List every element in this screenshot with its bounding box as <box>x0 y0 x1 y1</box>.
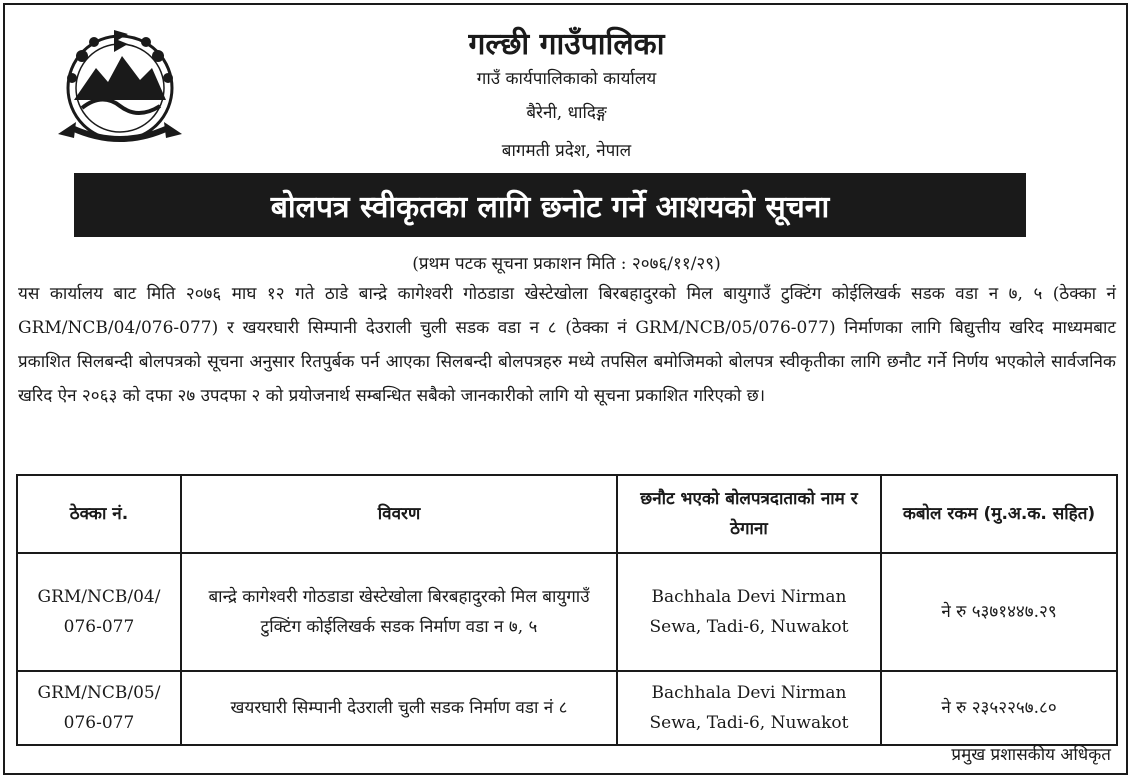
office-name: गाउँ कार्यपालिकाको कार्यालय <box>476 69 657 89</box>
notice-title: बोलपत्र स्वीकृतका लागि छनोट गर्ने आशयको सूचना <box>74 173 1026 237</box>
bid-amount: ने रु २३५२२५७.८० <box>881 671 1117 745</box>
table-row <box>17 553 1117 671</box>
bidder-name: Bachhala Devi Nirman Sewa, Tadi-6, Nuwakot <box>617 553 881 671</box>
column-header: छनौट भएको बोलपत्रदाताको नाम र ठेगाना <box>617 475 881 553</box>
office-address: बैरेनी, धादिङ्ग <box>526 103 607 123</box>
contract-description: खयरघारी सिम्पानी देउराली चुली सडक निर्माण वडा नं ८ <box>181 671 617 745</box>
table-row <box>17 671 1117 745</box>
org-name: गल्छी गाउँपालिका <box>468 27 665 62</box>
publication-date: (प्रथम पटक सूचना प्रकाशन मिति : २०७६/११/२९) <box>412 254 721 274</box>
office-province: बागमती प्रदेश, नेपाल <box>501 141 632 161</box>
selected-bids-table <box>16 474 1118 746</box>
column-header: विवरण <box>181 475 617 553</box>
contract-description: बान्द्रे कागेश्वरी गोठडाडा खेस्टेखोला बिरबहादुरको मिल बायुगाउँ टुक्टिंग कोईलिखर्क सडक निर्माण वडा न ७, ५ <box>181 553 617 671</box>
notice-body: यस कार्यालय बाट मिति २०७६ माघ १२ गते ठाडे बान्द्रे कागेश्वरी गोठडाडा खेस्टेखोला बिरबहादुरको मिल बायुगाउँ टुक्टिंग कोईलिखर्क सडक वडा न ७, ५ (ठेक्का नं GRM/NCB/04/076-077) र खयरघारी सिम्पानी देउराली चुली सडक वडा न ८ (ठेक्का नं GRM/NCB/05/076-077) निर्माणका लागि बिद्युत्तीय खरिद माध्यमबाट प्रकाशित सिलबन्दी बोलपत्रको सूचना अनुसार रितपुर्बक पर्न आएका सिलबन्दी बोलपत्रहरु मध्ये तपसिल बमोजिमको बोलपत्र स्वीकृतीका लागि छनौट गर्ने निर्णय भएकोले सार्वजनिक खरिद ऐन २०६३ को दफा २७ उपदफा २ को प्रयोजनार्थ सम्बन्धित सबैको जानकारीको लागि यो सूचना प्रकाशित गरिएको छ। <box>18 284 1116 406</box>
contract-number: GRM/NCB/05/ 076-077 <box>17 671 181 745</box>
bidder-name: Bachhala Devi Nirman Sewa, Tadi-6, Nuwakot <box>617 671 881 745</box>
table-header-row <box>17 475 1117 553</box>
signatory-title: प्रमुख प्रशासकीय अधिकृत <box>951 745 1111 765</box>
contract-number: GRM/NCB/04/ 076-077 <box>17 553 181 671</box>
column-header: कबोल रकम (मु.अ.क. सहित) <box>881 475 1117 553</box>
bid-amount: ने रु ५३७१४४७.२९ <box>881 553 1117 671</box>
column-header: ठेक्का नं. <box>17 475 181 553</box>
